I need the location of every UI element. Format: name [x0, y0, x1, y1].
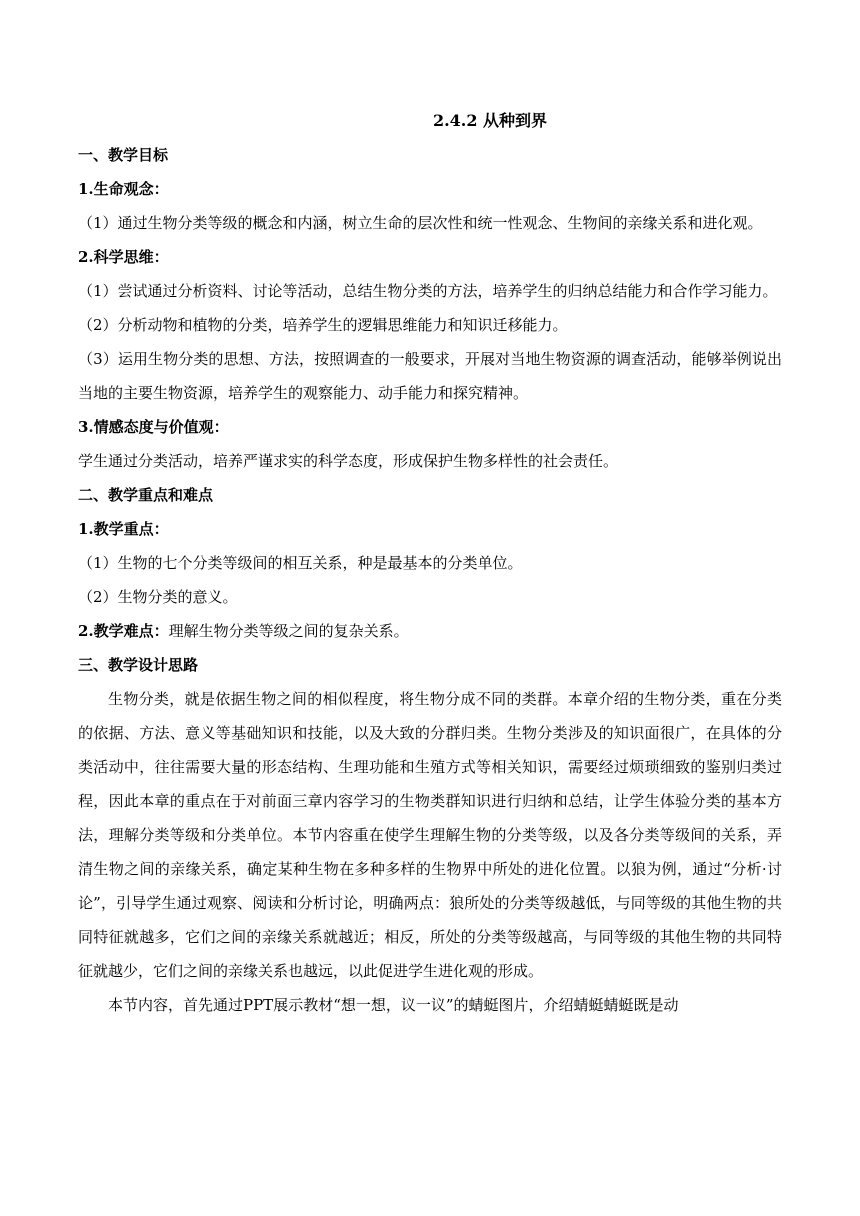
paragraph: （2）生物分类的意义。: [78, 588, 238, 606]
subheading-scientific-thinking: 2.科学思维：: [78, 248, 169, 266]
subheading-attitude-values: 3.情感态度与价值观：: [78, 418, 229, 436]
section-heading-design: 三、教学设计思路: [78, 656, 199, 674]
paragraph: 本节内容，首先通过PPT展示教材“想一想，议一议”的蜻蜓图片，介绍蜻蜓蜻蜓既是动: [108, 996, 679, 1014]
difficulty-text: 理解生物分类等级之间的复杂关系。: [168, 622, 409, 640]
paragraph: （1）生物的七个分类等级间的相互关系，种是最基本的分类单位。: [78, 554, 523, 572]
subheading-life-concept: 1.生命观念：: [78, 180, 169, 198]
paragraph: （1）通过生物分类等级的概念和内涵，树立生命的层次性和统一性观念、生物间的亲缘关系和进化观。: [78, 214, 763, 232]
subheading-difficulty: 2.教学难点：: [78, 622, 169, 640]
difficulty-line: [78, 614, 782, 648]
paragraph: （3）运用生物分类的思想、方法，按照调查的一般要求，开展对当地生物资源的调查活动，能够举例说出当地的主要生物资源，培养学生的观察能力、动手能力和探究精神。: [78, 350, 782, 402]
paragraph: 生物分类，就是依据生物之间的相似程度，将生物分成不同的类群。本章介绍的生物分类，重在分类的依据、方法、意义等基础知识和技能，以及大致的分群归类。生物分类涉及的知识面很广，在具体的分类活动中，往往需要大量的形态结构、生理功能和生殖方式等相关知识，需要经过烦琐细致的鉴别归类过程，因此本章的重点在于对前面三章内容学习的生物类群知识进行归纳和总结，让学生体验分类的基本方法，理解分类等级和分类单位。本节内容重在使学生理解生物的分类等级，以及各分类等级间的关系，弄清生物之间的亲缘关系，确定某种生物在多种多样的生物界中所处的进化位置。以狼为例，通过“分析·讨论”，引导学生通过观察、阅读和分析讨论，明确两点：狼所处的分类等级越低，与同等级的其他生物的共同特征就越多，它们之间的亲缘关系就越近；相反，所处的分类等级越高，与同等级的其他生物的共同特征就越少，它们之间的亲缘关系也越远，以此促进学生进化观的形成。: [78, 690, 782, 980]
document-page: [78, 104, 782, 1022]
subheading-key-point: 1.教学重点：: [78, 520, 169, 538]
paragraph: （1）尝试通过分析资料、讨论等活动，总结生物分类的方法，培养学生的归纳总结能力和合作学习能力。: [78, 282, 778, 300]
paragraph: 学生通过分类活动，培养严谨求实的科学态度，形成保护生物多样性的社会责任。: [78, 452, 619, 470]
paragraph: （2）分析动物和植物的分类，培养学生的逻辑思维能力和知识迁移能力。: [78, 316, 568, 334]
section-heading-key-points: 二、教学重点和难点: [78, 486, 214, 504]
section-heading-objectives: 一、教学目标: [78, 146, 169, 164]
document-title: 2.4.2 从种到界: [432, 111, 548, 130]
